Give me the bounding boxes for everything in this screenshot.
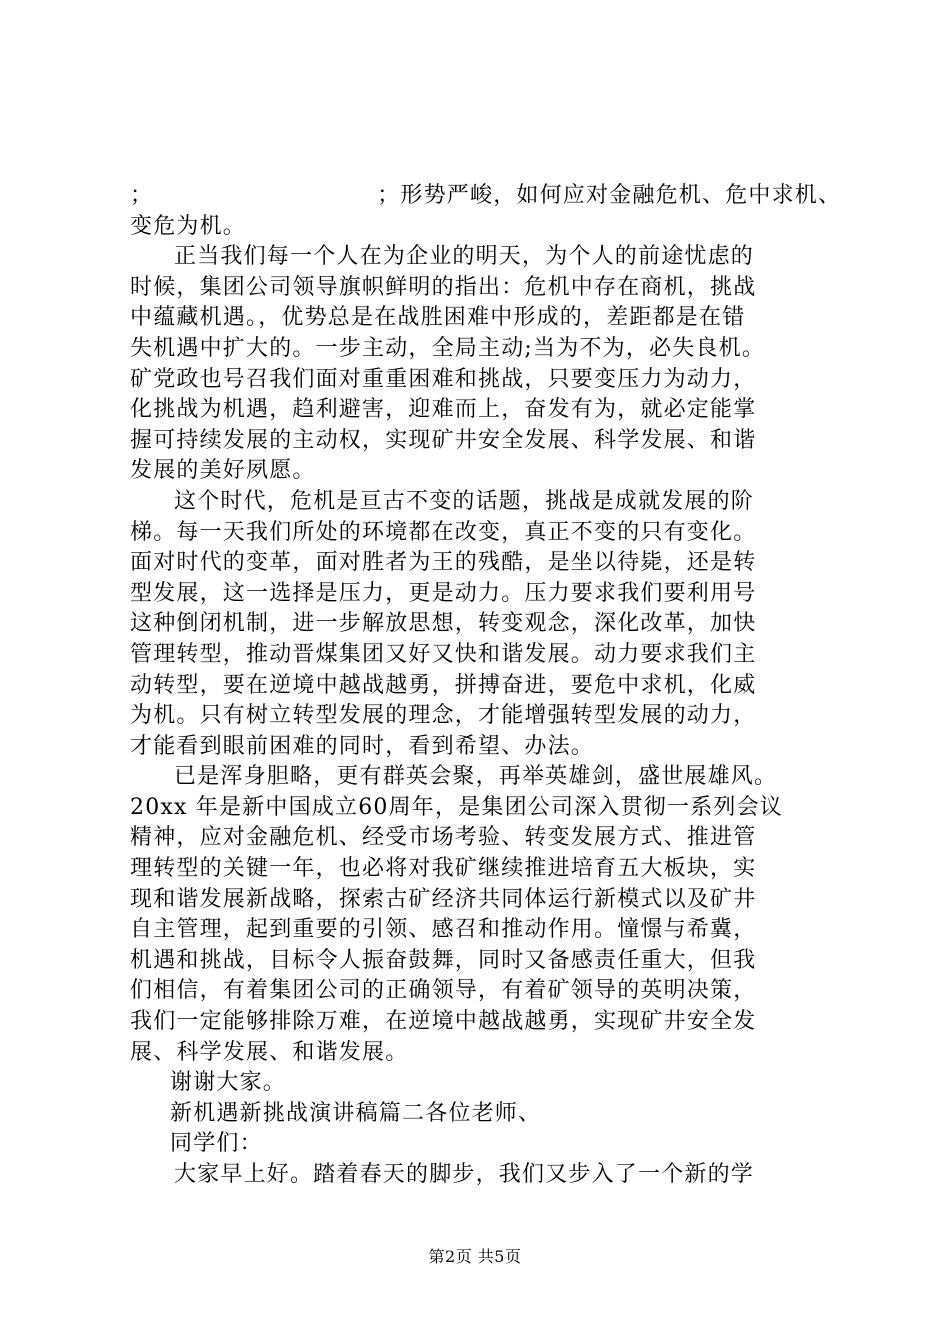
text-line: 管理转型，推动晋煤集团又好又快和谐发展。动力要求我们主 <box>130 641 757 667</box>
text-line: 化挑战为机遇，趋利避害，迎难而上，奋发有为，就必定能掌 <box>130 397 757 423</box>
text-line: 这种倒闭机制，进一步解放思想，转变观念，深化改革，加快 <box>130 611 757 637</box>
paragraph-start-line: 已是浑身胆略，更有群英会聚，再举英雄剑，盛世展雄风。 <box>174 764 778 790</box>
text-line <box>130 181 842 212</box>
text-line: 梯。每一天我们所处的环境都在改变，真正不变的只有变化。 <box>130 519 757 545</box>
text-line: 时候，集团公司领导旗帜鲜明的指出：危机中存在商机，挑战 <box>130 274 757 300</box>
page-number-footer: 第2页 共5页 <box>428 1247 522 1266</box>
text-line: 动转型，要在逆境中越战越勇，拼搏奋进，要危中求机，化威 <box>130 672 757 698</box>
text-line: 理转型的关键一年，也必将对我矿继续推进培育五大板块，实 <box>130 856 757 882</box>
text-line: 自主管理，起到重要的引领、感召和推动作用。憧憬与希冀， <box>130 917 757 943</box>
paragraph-start-line: 大家早上好。踏着春天的脚步，我们又步入了一个新的学 <box>174 1162 755 1187</box>
line-fragment-right: ；形势严峻，如何应对金融危机、危中求机、 <box>377 183 842 208</box>
text-line: 发展的美好夙愿。 <box>130 458 316 484</box>
text-line: 失机遇中扩大的。一步主动，全局主动;当为不为，必失良机。 <box>130 335 766 361</box>
text-line: 握可持续发展的主动权，实现矿井安全发展、科学发展、和谐 <box>130 427 757 453</box>
text-line: 型发展，这一选择是压力，更是动力。压力要求我们要利用号 <box>130 580 757 606</box>
line-fragment-left: ； <box>130 183 154 208</box>
text-line: 我们一定能够排除万难，在逆境中越战越勇，实现矿井安全发 <box>130 1009 757 1035</box>
closing-line: 谢谢大家。 <box>170 1070 287 1096</box>
text-line: 为机。只有树立转型发展的理念，才能增强转型发展的动力， <box>130 703 757 729</box>
text-line: 矿党政也号召我们面对重重困难和挑战，只要变压力为动力， <box>130 366 757 392</box>
text-line: 中蕴藏机遇。，优势总是在战胜困难中形成的，差距都是在错 <box>130 305 746 331</box>
text-line: 才能看到眼前困难的同时，看到希望、办法。 <box>130 733 595 759</box>
paragraph-start-line: 正当我们每一个人在为企业的明天，为个人的前途忧虑的 <box>174 244 755 270</box>
text-line: 机遇和挑战，目标令人振奋鼓舞，同时又备感责任重大，但我 <box>130 947 757 973</box>
paragraph-start-line: 这个时代，危机是亘古不变的话题，挑战是成就发展的阶 <box>174 488 755 514</box>
body-text <box>130 181 842 1191</box>
salutation-line: 同学们： <box>170 1131 263 1157</box>
text-line: 现和谐发展新战略，探索古矿经济共同体运行新模式以及矿井 <box>130 886 757 912</box>
section-heading-line: 新机遇新挑战演讲稿篇二各位老师、 <box>170 1100 542 1126</box>
text-line: 变危为机。 <box>130 213 247 239</box>
text-line: 精神，应对金融危机、经受市场考验、转变发展方式、推进管 <box>130 825 757 851</box>
text-line: 20xx 年是新中国成立60周年，是集团公司深入贯彻一系列会议 <box>130 794 783 820</box>
text-line: 们相信，有着集团公司的正确领导，有着矿领导的英明决策， <box>130 978 757 1004</box>
text-line: 展、科学发展、和谐发展。 <box>130 1039 409 1065</box>
text-line: 面对时代的变革，面对胜者为王的残酷，是坐以待毙，还是转 <box>130 550 757 576</box>
